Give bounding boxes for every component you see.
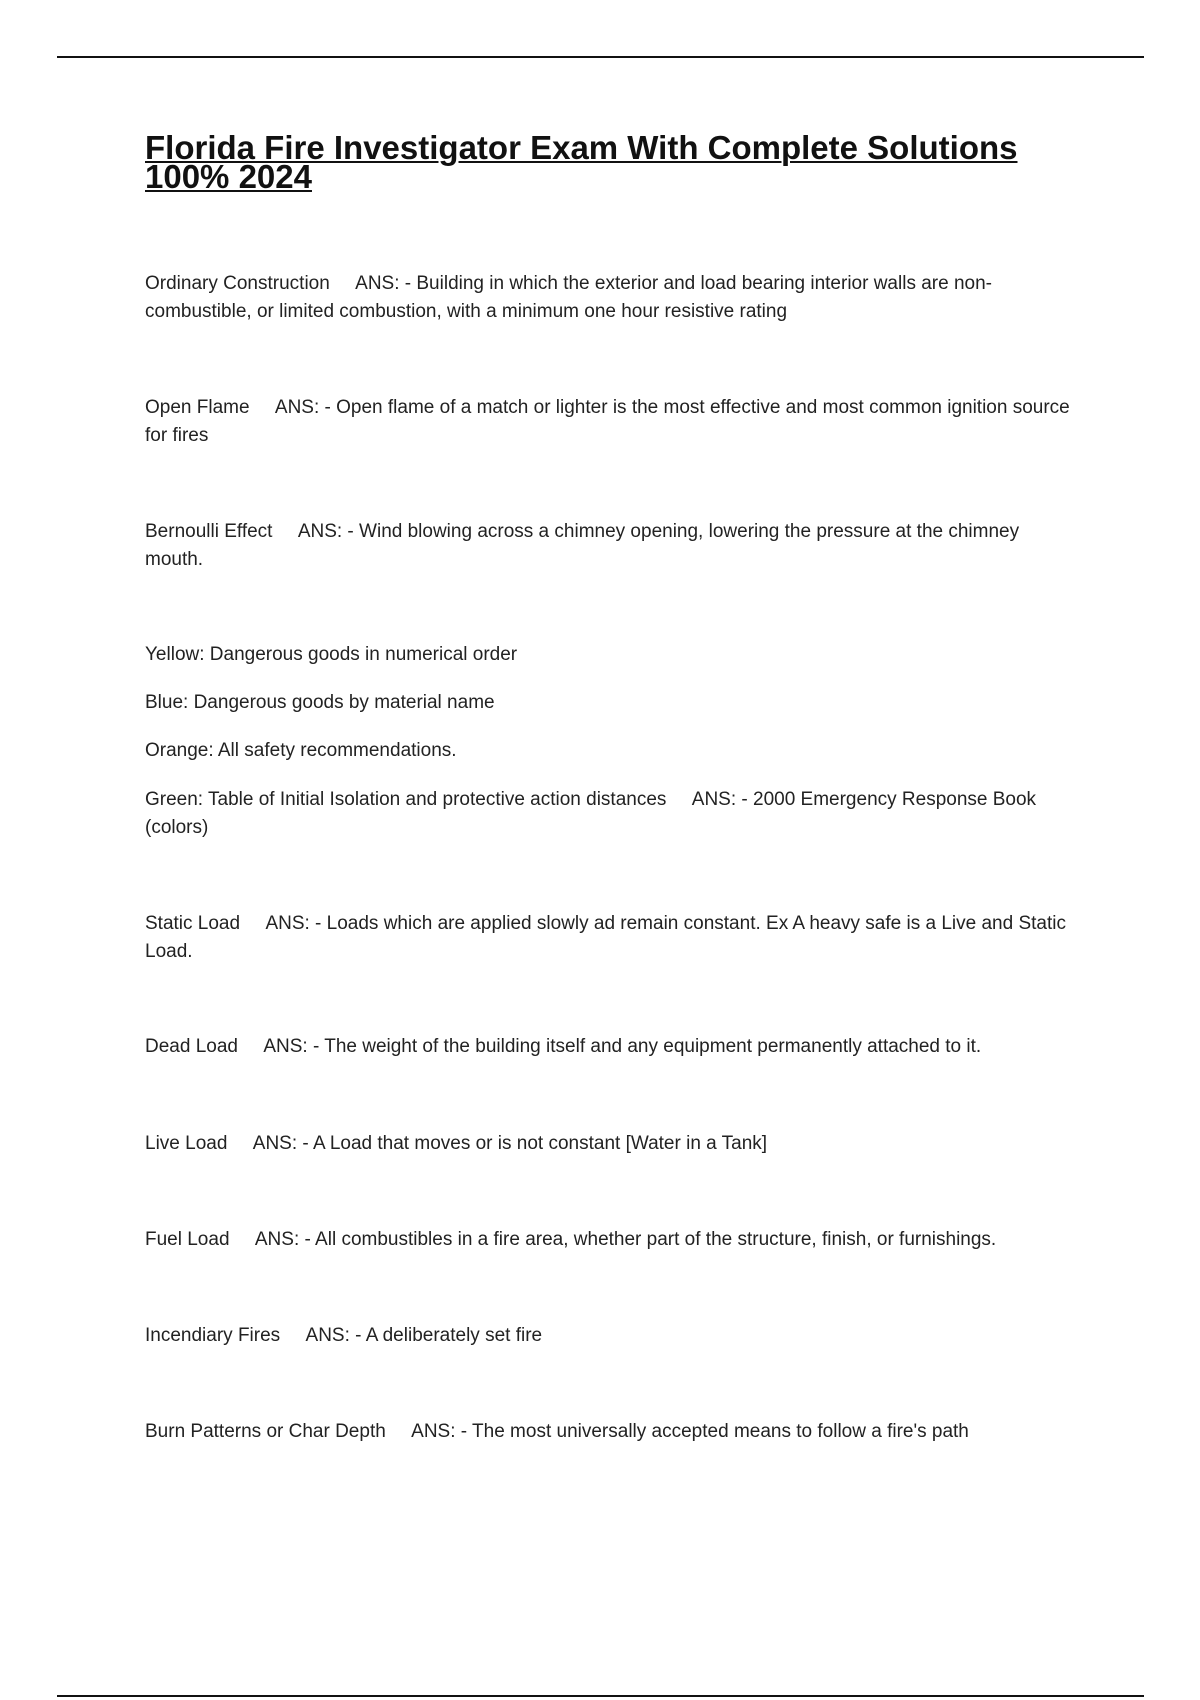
bottom-rule (57, 1695, 1144, 1697)
document-title: Florida Fire Investigator Exam With Complete Solutions 100% 2024 (145, 129, 1018, 195)
erg-color-blue: Blue: Dangerous goods by material name (145, 692, 495, 713)
qa-answer: ANS: - Open flame of a match or lighter is the most effective and most common ignition source for fires (145, 397, 1070, 446)
qa-answer: ANS: - The weight of the building itself and any equipment permanently attached to it. (263, 1036, 982, 1057)
qa-term: Open Flame (145, 397, 250, 418)
qa-entry-burn-patterns (145, 1418, 1080, 1446)
qa-term: Incendiary Fires (145, 1325, 281, 1346)
qa-answer: ANS: - All combustibles in a fire area, whether part of the structure, finish, or furnishings. (254, 1229, 997, 1250)
qa-entry-erg-colors (145, 786, 1080, 842)
qa-answer: ANS: - Loads which are applied slowly ad remain constant. Ex A heavy safe is a Live and Static Load. (145, 913, 1066, 962)
qa-answer: ANS: - 2000 Emergency Response Book (colors) (145, 789, 1037, 838)
qa-term: Green: Table of Initial Isolation and protective action distances (145, 789, 667, 810)
qa-entry-fuel-load (145, 1226, 1080, 1254)
erg-color-yellow: Yellow: Dangerous goods in numerical order (145, 644, 518, 665)
qa-term: Static Load (145, 913, 241, 934)
qa-answer: ANS: - Wind blowing across a chimney opening, lowering the pressure at the chimney mouth. (145, 521, 1020, 570)
qa-entry-static-load (145, 910, 1080, 966)
qa-term: Live Load (145, 1133, 228, 1154)
qa-term: Ordinary Construction (145, 273, 330, 294)
qa-entry-live-load (145, 1130, 1080, 1158)
erg-color-orange: Orange: All safety recommendations. (145, 740, 457, 761)
qa-term: Fuel Load (145, 1229, 230, 1250)
qa-term: Burn Patterns or Char Depth (145, 1421, 386, 1442)
qa-answer: ANS: - Building in which the exterior and load bearing interior walls are non-combustible, or limited combustion, with a minimum one hour resistive rating (145, 273, 992, 322)
qa-entry-incendiary-fires (145, 1322, 1080, 1350)
top-rule (57, 56, 1144, 58)
qa-answer: ANS: - A deliberately set fire (305, 1325, 543, 1346)
qa-answer: ANS: - A Load that moves or is not constant [Water in a Tank] (252, 1133, 768, 1154)
qa-entry-bernoulli-effect (145, 518, 1080, 574)
qa-answer: ANS: - The most universally accepted means to follow a fire's path (411, 1421, 969, 1442)
qa-term: Dead Load (145, 1036, 238, 1057)
qa-entry-dead-load (145, 1033, 1080, 1061)
qa-term: Bernoulli Effect (145, 521, 273, 542)
qa-entry-open-flame (145, 394, 1080, 450)
qa-entry-ordinary-construction (145, 270, 1080, 326)
